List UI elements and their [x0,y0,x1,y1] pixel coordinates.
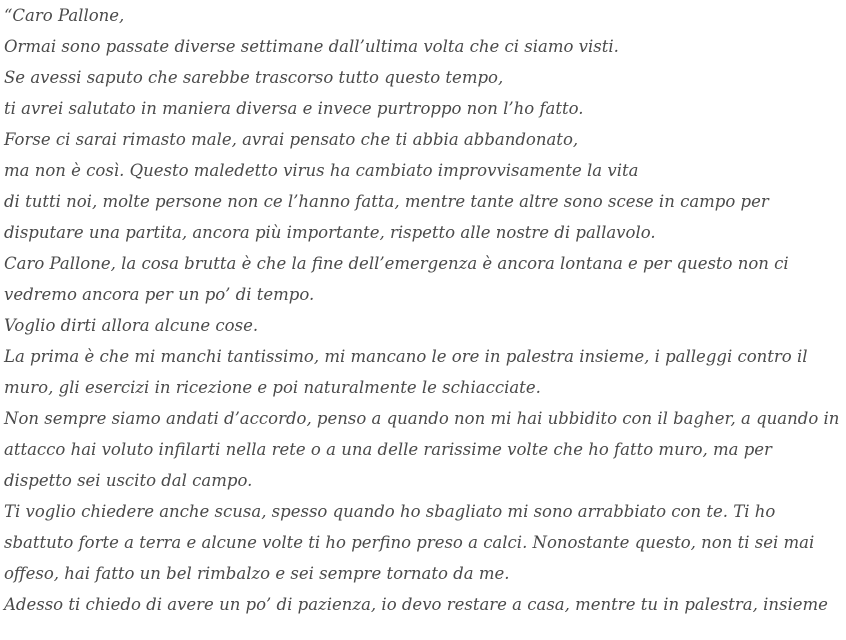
letter-line: sbattuto forte a terra e alcune volte ti ho perfino preso a calci. Nonostante questo, non ti sei mai [4,533,815,552]
letter-line: Se avessi saputo che sarebbe trascorso tutto questo tempo, [4,68,504,87]
letter-line: ma non è così. Questo maledetto virus ha cambiato improvvisamente la vita [4,161,639,180]
letter-line: La prima è che mi manchi tantissimo, mi mancano le ore in palestra insieme, i palleggi contro il [4,347,808,366]
letter-line: Non sempre siamo andati d’accordo, penso a quando non mi hai ubbidito con il bagher, a quando in [4,409,840,428]
letter-line: Voglio dirti allora alcune cose. [4,316,259,335]
letter-line: “Caro Pallone, [4,6,125,25]
letter-line: dispetto sei uscito dal campo. [4,471,253,490]
letter-line: di tutti noi, molte persone non ce l’hanno fatta, mentre tante altre sono scese in campo per [4,192,769,211]
letter-line: Caro Pallone, la cosa brutta è che la fine dell’emergenza è ancora lontana e per questo non ci [4,254,789,273]
letter-line: vedremo ancora per un po’ di tempo. [4,285,315,304]
letter-line [4,620,846,640]
letter-line: Adesso ti chiedo di avere un po’ di pazienza, io devo restare a casa, mentre tu in palestra, insieme [4,595,828,614]
letter-line: Ti voglio chiedere anche scusa, spesso quando ho sbagliato mi sono arrabbiato con te. Ti ho [4,502,776,521]
letter-line: muro, gli esercizi in ricezione e poi naturalmente le schiacciate. [4,378,541,397]
letter-line: Ormai sono passate diverse settimane dall’ultima volta che ci siamo visti. [4,37,619,56]
letter-line: attacco hai voluto infilarti nella rete o a una delle rarissime volte che ho fatto muro, ma per [4,440,772,459]
letter-text [4,0,846,640]
letter-line: Forse ci sarai rimasto male, avrai pensato che ti abbia abbandonato, [4,130,579,149]
letter-line: ti avrei salutato in maniera diversa e invece purtroppo non l’ho fatto. [4,99,584,118]
letter-line: disputare una partita, ancora più importante, rispetto alle nostre di pallavolo. [4,223,656,242]
letter-line: offeso, hai fatto un bel rimbalzo e sei sempre tornato da me. [4,564,510,583]
